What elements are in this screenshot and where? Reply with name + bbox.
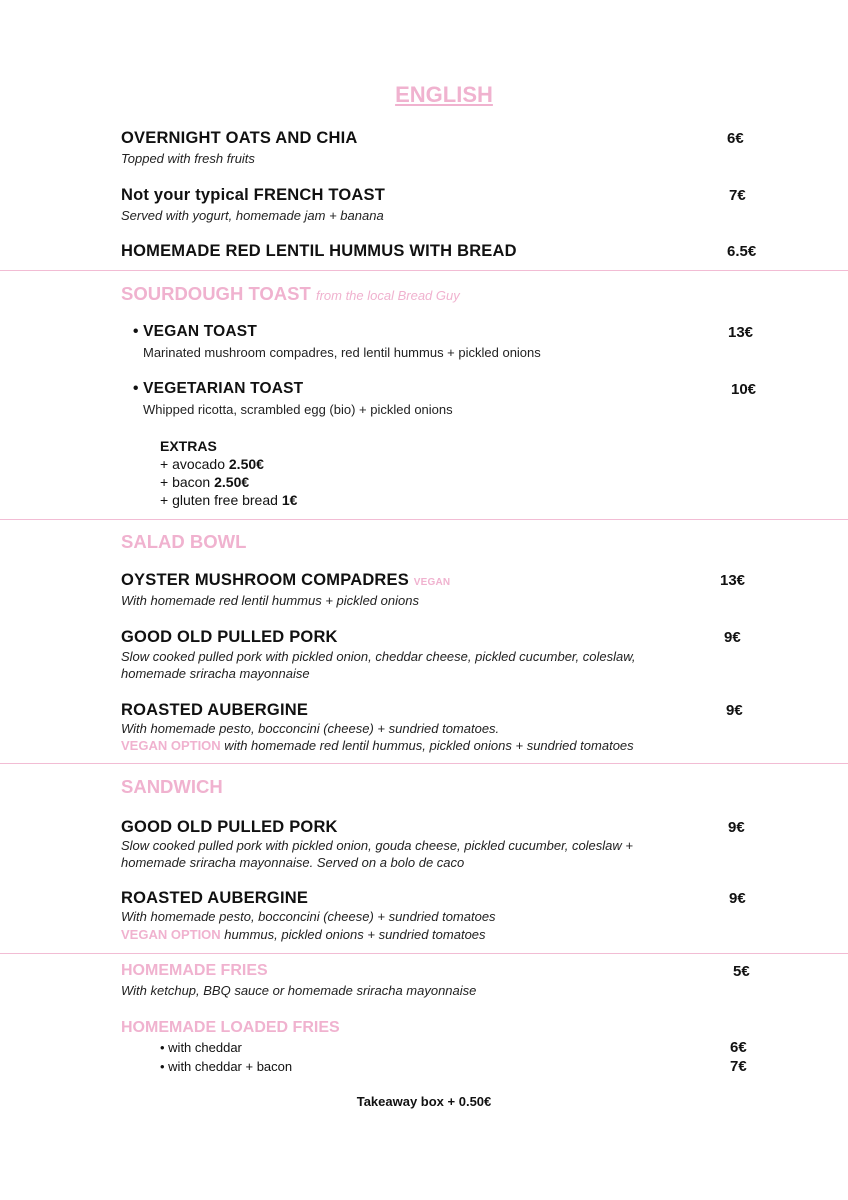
item-name-vegan-toast: • VEGAN TOAST (133, 323, 258, 340)
loaded-fries-price-cheddar-bacon: 7€ (730, 1058, 747, 1075)
section-title-sourdough (121, 283, 460, 305)
extra-avocado (160, 455, 297, 473)
extras-block (160, 437, 297, 509)
extra-avocado-price: 2.50€ (228, 456, 264, 472)
section-divider (0, 270, 848, 271)
item-name-sandwich-aubergine: ROASTED AUBERGINE (121, 889, 309, 907)
item-name-french-toast: Not your typical FRENCH TOAST (121, 186, 386, 204)
extra-gluten-free (160, 491, 297, 509)
item-name-oyster-mushroom-text: OYSTER MUSHROOM COMPADRES (121, 571, 409, 589)
item-desc-overnight-oats: Topped with fresh fruits (121, 151, 255, 166)
item-desc-homemade-fries: With ketchup, BBQ sauce or homemade sriracha mayonnaise (121, 983, 477, 998)
item-price-homemade-fries: 5€ (733, 963, 750, 980)
item-name-vegetarian-toast: • VEGETARIAN TOAST (133, 380, 304, 397)
section-divider (0, 763, 848, 764)
item-name-salad-pulled-pork: GOOD OLD PULLED PORK (121, 628, 338, 646)
item-desc-french-toast: Served with yogurt, homemade jam + banana (121, 208, 384, 223)
item-desc-vegetarian-toast: Whipped ricotta, scrambled egg (bio) + pickled onions (143, 402, 453, 417)
item-name-hummus: HOMEMADE RED LENTIL HUMMUS WITH BREAD (121, 242, 517, 260)
item-name-sandwich-pulled-pork: GOOD OLD PULLED PORK (121, 818, 338, 836)
section-title-salad-bowl: SALAD BOWL (121, 531, 247, 552)
page-title: ENGLISH (395, 82, 493, 107)
item-price-vegan-toast: 13€ (728, 324, 754, 341)
item-vegan-option-sandwich-aubergine (121, 927, 486, 942)
item-price-salad-aubergine: 9€ (726, 702, 743, 719)
item-name-oyster-mushroom (121, 571, 450, 590)
item-name-salad-aubergine: ROASTED AUBERGINE (121, 701, 309, 719)
item-desc-sandwich-pulled-pork-line2: homemade sriracha mayonnaise. Served on a bolo de caco (121, 855, 465, 870)
section-title-homemade-fries: HOMEMADE FRIES (121, 962, 268, 979)
loaded-fries-price-cheddar: 6€ (730, 1039, 747, 1056)
vegan-option-label: VEGAN OPTION (121, 927, 221, 942)
section-subtitle-sourdough: from the local Bread Guy (315, 288, 460, 303)
extras-title: EXTRAS (160, 438, 217, 454)
item-desc-sandwich-pulled-pork-line1: Slow cooked pulled pork with pickled onion, gouda cheese, pickled cucumber, coleslaw + (121, 838, 633, 853)
loaded-fries-option-cheddar: • with cheddar (160, 1040, 242, 1055)
section-divider (0, 519, 848, 520)
extra-gluten-free-price: 1€ (281, 492, 298, 508)
item-vegan-option-salad-aubergine (121, 738, 634, 753)
item-desc-salad-aubergine: With homemade pesto, bocconcini (cheese) + sundried tomatoes. (121, 721, 500, 736)
item-price-french-toast: 7€ (729, 187, 746, 204)
vegan-tag: VEGAN (413, 577, 451, 588)
item-desc-vegan-toast: Marinated mushroom compadres, red lentil hummus + pickled onions (143, 345, 541, 360)
extra-gluten-free-label: + gluten free bread (160, 492, 282, 508)
item-desc-salad-pulled-pork-line2: homemade sriracha mayonnaise (121, 666, 310, 681)
item-price-overnight-oats: 6€ (727, 130, 744, 147)
item-price-oyster-mushroom: 13€ (720, 572, 746, 589)
item-price-sandwich-pulled-pork: 9€ (728, 819, 745, 836)
item-desc-oyster-mushroom: With homemade red lentil hummus + pickled onions (121, 593, 419, 608)
item-name-overnight-oats: OVERNIGHT OATS AND CHIA (121, 129, 358, 147)
item-desc-sandwich-aubergine: With homemade pesto, bocconcini (cheese) + sundried tomatoes (121, 909, 496, 924)
section-title-sourdough-text: SOURDOUGH TOAST (121, 283, 311, 304)
section-title-sandwich: SANDWICH (121, 776, 223, 797)
extra-bacon (160, 473, 297, 491)
section-title-loaded-fries: HOMEMADE LOADED FRIES (121, 1019, 340, 1036)
extra-bacon-price: 2.50€ (214, 474, 250, 490)
item-desc-salad-pulled-pork-line1: Slow cooked pulled pork with pickled onion, cheddar cheese, pickled cucumber, coleslaw, (121, 649, 636, 664)
extra-avocado-label: + avocado (160, 456, 229, 472)
item-price-salad-pulled-pork: 9€ (724, 629, 741, 646)
vegan-option-desc: with homemade red lentil hummus, pickled onions + sundried tomatoes (220, 738, 634, 753)
item-price-sandwich-aubergine: 9€ (729, 890, 746, 907)
takeaway-note: Takeaway box + 0.50€ (356, 1094, 492, 1109)
vegan-option-label: VEGAN OPTION (121, 738, 221, 753)
vegan-option-desc: hummus, pickled onions + sundried tomatoes (220, 927, 486, 942)
loaded-fries-option-cheddar-bacon: • with cheddar + bacon (160, 1059, 293, 1074)
item-price-hummus: 6.5€ (727, 243, 757, 260)
item-price-vegetarian-toast: 10€ (731, 381, 757, 398)
extra-bacon-label: + bacon (160, 474, 215, 490)
section-divider (0, 953, 848, 954)
